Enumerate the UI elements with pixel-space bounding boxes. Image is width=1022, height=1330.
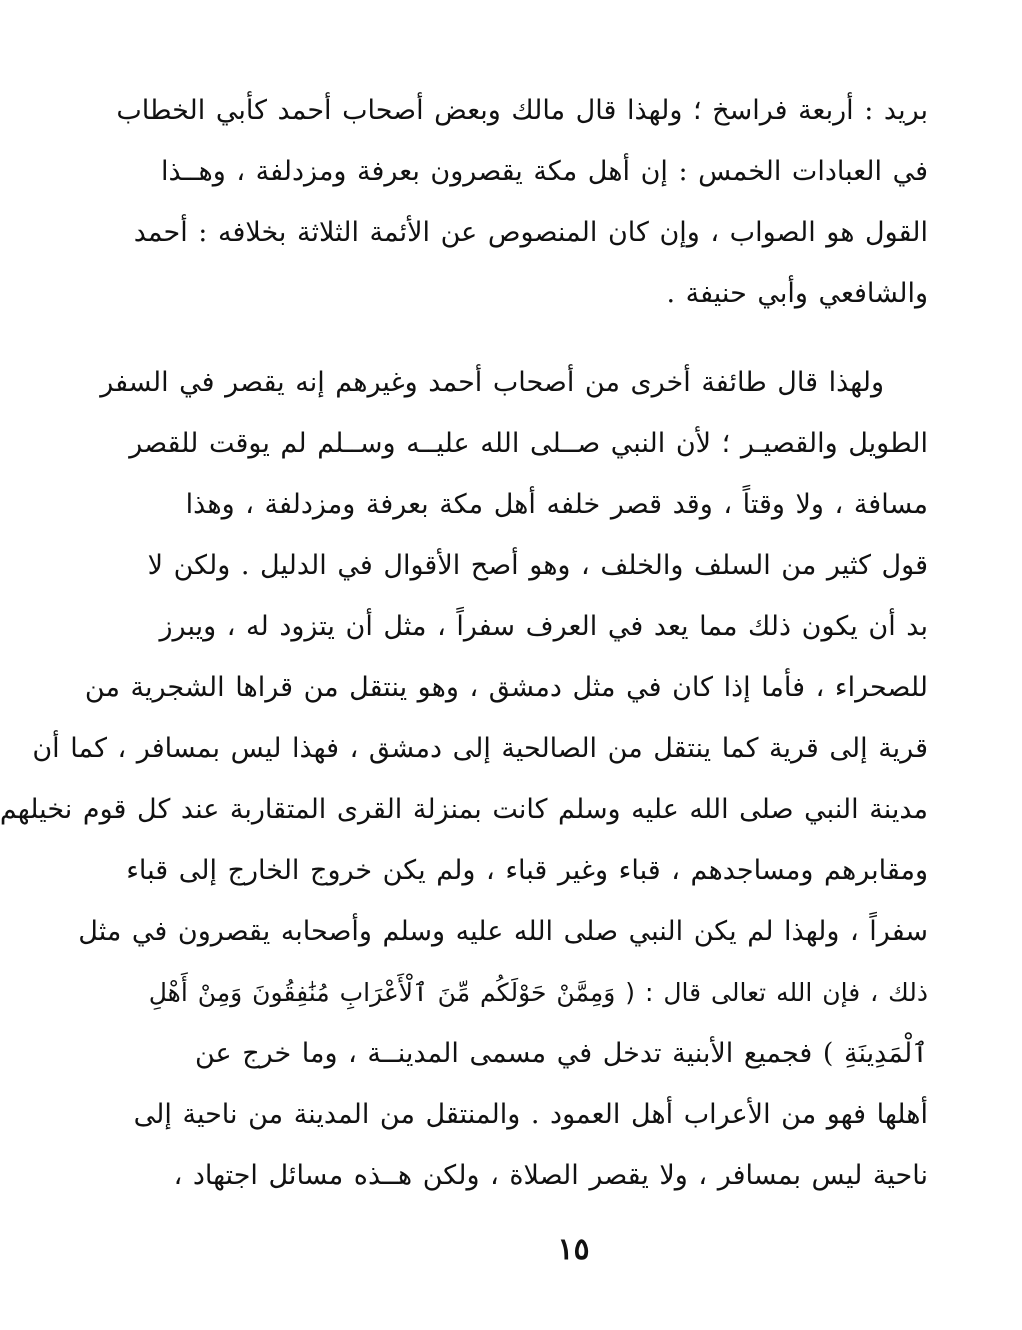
text-line: سفراً ، ولهذا لم يكن النبي صلى الله عليه وسلم وأصحابه يقصرون في مثل bbox=[78, 916, 928, 947]
paragraph-2 bbox=[0, 352, 928, 1206]
text-line: مسافة ، ولا وقتاً ، وقد قصر خلفه أهل مكة بعرفة ومزدلفة ، وهذا bbox=[185, 489, 928, 520]
paragraph-1 bbox=[116, 80, 928, 324]
text-line: ٱلْمَدِينَةِ ) فجميع الأبنية تدخل في مسمى المدينــة ، وما خرج عن bbox=[194, 1038, 928, 1069]
text-line: مدينة النبي صلى الله عليه وسلم كانت بمنزلة القرى المتقاربة عند كل قوم نخيلهم bbox=[0, 794, 928, 825]
text-line: القول هو الصواب ، وإن كان المنصوص عن الأئمة الثلاثة بخلافه : أحمد bbox=[133, 217, 928, 248]
page-number: ١٥ bbox=[557, 1232, 590, 1267]
text-line: بد أن يكون ذلك مما يعد في العرف سفراً ، مثل أن يتزود له ، ويبرز bbox=[159, 611, 928, 642]
text-line: قرية إلى قرية كما ينتقل من الصالحية إلى دمشق ، فهذا ليس بمسافر ، كما أن bbox=[32, 733, 928, 764]
text-line: قول كثير من السلف والخلف ، وهو أصح الأقوال في الدليل . ولكن لا bbox=[147, 550, 928, 581]
text-line: ناحية ليس بمسافر ، ولا يقصر الصلاة ، ولكن هــذه مسائل اجتهاد ، bbox=[173, 1160, 928, 1191]
text-line: للصحراء ، فأما إذا كان في مثل دمشق ، وهو ينتقل من قراها الشجرية من bbox=[84, 672, 928, 703]
text-line: ومقابرهم ومساجدهم ، قباء وغير قباء ، ولم يكن خروج الخارج إلى قباء bbox=[126, 855, 928, 886]
text-line: بريد : أربعة فراسخ ؛ ولهذا قال مالك وبعض أصحاب أحمد كأبي الخطاب bbox=[116, 95, 928, 126]
text-line: في العبادات الخمس : إن أهل مكة يقصرون بعرفة ومزدلفة ، وهــذا bbox=[161, 156, 928, 187]
text-line-quran-verse: ذلك ، فإن الله تعالى قال : ( وَمِمَّنْ حَوْلَكُم مِّنَ ٱلْأَعْرَابِ مُنَٰفِقُونَ وَمِنْ أَهْلِ bbox=[148, 978, 928, 1007]
text-line: الطويل والقصيـر ؛ لأن النبي صــلى الله عليــه وســلم لم يوقت للقصر bbox=[129, 428, 928, 459]
text-line-indented: ولهذا قال طائفة أخرى من أصحاب أحمد وغيرهم إنه يقصر في السفر bbox=[100, 367, 884, 398]
text-line: والشافعي وأبي حنيفة . bbox=[666, 278, 928, 309]
text-line: أهلها فهو من الأعراب أهل العمود . والمنتقل من المدينة من ناحية إلى bbox=[133, 1099, 928, 1130]
